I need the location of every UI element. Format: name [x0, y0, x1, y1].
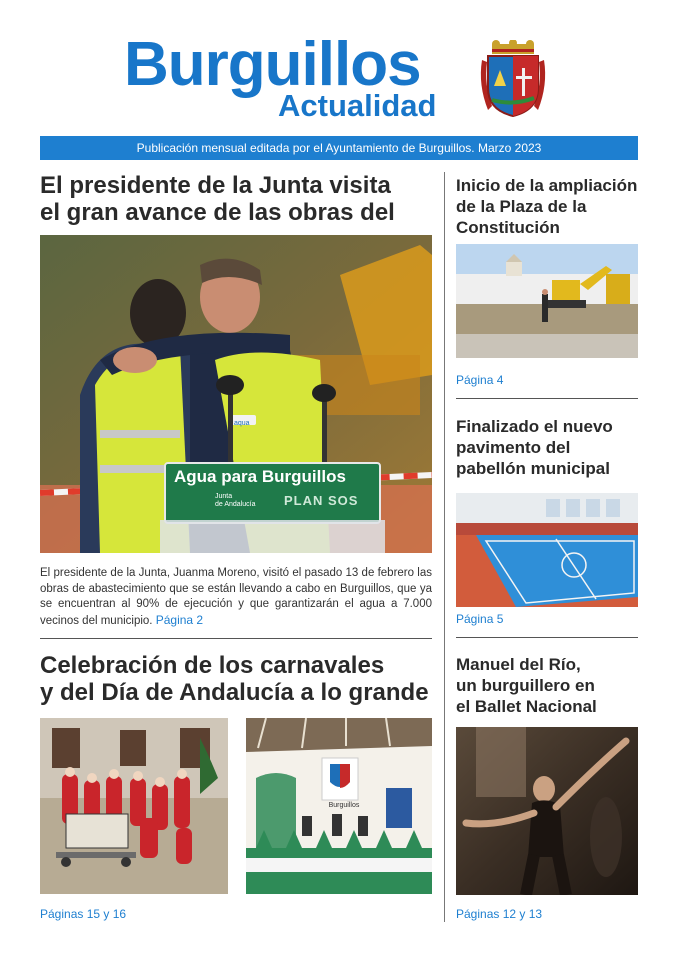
side-3-headline: [456, 654, 646, 717]
side-2-headline-line-1: Finalizado el nuevo: [456, 417, 613, 436]
masthead-subtitle: Actualidad: [278, 88, 437, 123]
lectern-junta-line-1: Junta: [215, 493, 233, 500]
ballet-dancer-illustration: [456, 727, 638, 895]
second-headline-line-2: y del Día de Andalucía a lo grande: [40, 679, 429, 706]
side-2-headline: [456, 416, 646, 479]
lead-photo: [40, 235, 432, 553]
pavilion-floor-photo: [456, 493, 638, 607]
plaza-construction-photo: [456, 244, 638, 358]
side-2-headline-line-2: pavimento del: [456, 438, 571, 457]
andalusia-day-photo: [246, 718, 432, 894]
divider: [40, 638, 432, 639]
lead-headline-line-2: el gran avance de las obras del: [40, 199, 395, 226]
stage-banner-text: Burguillos: [328, 802, 360, 809]
divider: [456, 398, 638, 399]
lectern-plan-text: PLAN SOS: [284, 493, 359, 508]
publication-banner: Publicación mensual editada por el Ayuntamiento de Burguillos. Marzo 2023: [40, 136, 638, 160]
carnival-photo: [40, 718, 228, 894]
lectern-sign-text: Agua para Burguillos: [174, 467, 346, 486]
side-3-headline-line-1: Manuel del Río,: [456, 655, 581, 674]
side-1-headline: [456, 175, 646, 238]
side-3-page-ref[interactable]: Páginas 12 y 13: [456, 907, 543, 921]
side-1-headline-line-2: de la Plaza de la: [456, 197, 587, 216]
lead-page-ref[interactable]: Página 2: [155, 612, 204, 627]
municipal-crest-icon: [478, 40, 548, 120]
side-1-page-ref[interactable]: Página 4: [456, 373, 504, 387]
lead-headline-line-1: El presidente de la Junta visita: [40, 172, 391, 199]
vest-label: aqua: [234, 420, 250, 427]
lead-body-text: El presidente de la Junta, Juanma Moreno, visitó el pasado 13 de febrero las obras de abastecimiento que se están llevando a cabo en Burguillos, que ya se encuentran al 90% de ejecución y que garantizarán el agua a 7.000 vecinos del municipio.: [40, 567, 432, 627]
lectern-junta-line-2: de Andalucía: [215, 501, 256, 508]
column-divider: [444, 172, 445, 922]
divider: [456, 637, 638, 638]
side-1-headline-line-1: Inicio de la ampliación: [456, 176, 638, 195]
side-2-page-ref[interactable]: Página 5: [456, 612, 504, 626]
second-page-ref[interactable]: Páginas 15 y 16: [40, 907, 127, 921]
side-3-headline-line-3: el Ballet Nacional: [456, 697, 597, 716]
masthead-title: Burguillos: [124, 30, 421, 99]
plaza-construction-illustration: [456, 244, 638, 358]
lead-body: [40, 566, 432, 629]
carnival-photo-illustration: [40, 718, 228, 894]
side-3-headline-line-2: un burguillero en: [456, 676, 595, 695]
second-headline-line-1: Celebración de los carnavales: [40, 652, 385, 679]
side-1-headline-line-3: Constitución: [456, 218, 560, 237]
ballet-dancer-photo: [456, 727, 638, 895]
side-2-headline-line-3: pabellón municipal: [456, 459, 610, 478]
pavilion-floor-illustration: [456, 493, 638, 607]
